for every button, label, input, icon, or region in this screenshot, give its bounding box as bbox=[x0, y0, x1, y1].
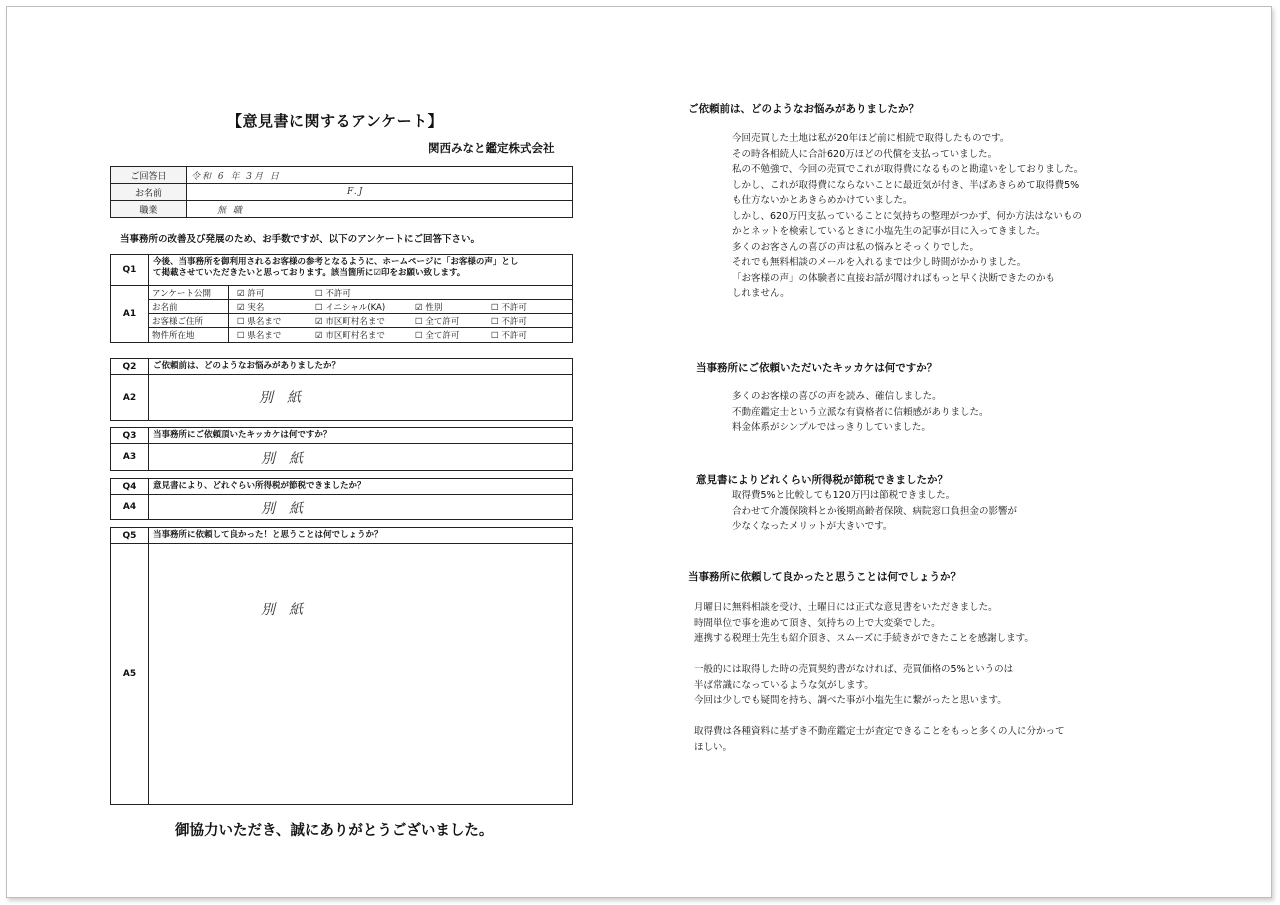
survey-title: 【意見書に関するアンケート】 bbox=[227, 112, 444, 130]
a1-options-grid bbox=[149, 286, 572, 342]
body-line: しかし、620万円支払っていることに気持ちの整理がつかず、何か方法はないもの bbox=[732, 210, 1082, 222]
q4-text: 意見書により、どれぐらい所得税が節税できましたか？ bbox=[153, 481, 366, 491]
q2-block bbox=[110, 358, 573, 421]
option-checkbox[interactable]: ☐ 不許可 bbox=[491, 316, 527, 327]
a1-row-name bbox=[149, 300, 572, 314]
body-line: それでも無料相談のメールを入れるまでは少し時間がかかりました。 bbox=[732, 257, 1027, 268]
option-checkbox[interactable]: ☐ イニシャル(KA) bbox=[315, 302, 386, 313]
section-heading-trigger: 当事務所にご依頼いただいたキッカケは何ですか？ bbox=[696, 362, 938, 374]
a1-category: 物件所在地 bbox=[149, 328, 229, 342]
a3-answer: 別紙 bbox=[261, 451, 317, 467]
body-line: も仕方ないかとあきらめかけていました。 bbox=[732, 195, 913, 206]
info-label: お名前 bbox=[111, 184, 187, 201]
body-line: 「お客様の声」の体験者に直接お話が聞ければもっと早く決断できたのかも bbox=[732, 272, 1056, 284]
info-row-date bbox=[111, 167, 573, 184]
body-line: 不動産鑑定士という立派な有資格者に信頼感がありました。 bbox=[732, 406, 989, 418]
body-line: ほしい。 bbox=[694, 741, 733, 753]
option-checkbox[interactable]: ☑ 性別 bbox=[415, 302, 443, 313]
q5-block bbox=[110, 527, 573, 805]
q4-block bbox=[110, 478, 573, 520]
body-line: 取得費5%と比較しても120万円は節税できました。 bbox=[732, 490, 956, 501]
q3-text: 当事務所にご依頼頂いたキッカケは何ですか？ bbox=[153, 430, 332, 440]
section-body-trigger bbox=[732, 389, 989, 436]
a5-label: A5 bbox=[111, 544, 149, 804]
option-checkbox[interactable]: ☐ 不許可 bbox=[491, 331, 527, 341]
q1-text-line1: 今後、当事務所を御利用されるお客様の参考となるように、ホームページに「お客様の声」とし bbox=[153, 257, 519, 267]
body-line: 多くのお客様の喜びの声を読み、確信しました。 bbox=[732, 391, 942, 402]
section-body-concerns bbox=[732, 131, 1083, 302]
q5-text: 当事務所に依頼して良かった！と思うことは何でしょうか？ bbox=[153, 530, 383, 540]
q2-text: ご依頼前は、どのようなお悩みがありましたか？ bbox=[153, 361, 341, 371]
body-line: 連携する税理士先生も紹介頂き、スムーズに手続きができたことを感謝します。 bbox=[694, 633, 1034, 644]
q4-label: Q4 bbox=[111, 479, 149, 494]
a2-answer-area bbox=[149, 375, 572, 420]
info-label: 職業 bbox=[111, 201, 187, 218]
option-checkbox[interactable]: ☑ 市区町村名まで bbox=[315, 316, 385, 327]
q3-block bbox=[110, 427, 573, 471]
company-name: 関西みなと鑑定株式会社 bbox=[428, 141, 555, 155]
a1-row-customer-address bbox=[149, 314, 572, 328]
a2-label: A2 bbox=[111, 375, 149, 420]
body-line: 合わせて介護保険料とか後期高齢者保険、病院窓口負担金の影響が bbox=[732, 505, 1018, 517]
a5-answer-area bbox=[149, 544, 572, 804]
a3-row bbox=[111, 444, 572, 470]
q4-row bbox=[111, 479, 572, 495]
body-line: 今回売買した土地は私が20年ほど前に相続で取得したものです。 bbox=[732, 133, 1010, 144]
a3-answer-area bbox=[149, 444, 572, 470]
respondent-info-table bbox=[110, 166, 573, 218]
a1-row-publish bbox=[149, 286, 572, 300]
a1-category: アンケート公開 bbox=[149, 286, 229, 299]
body-line: 私の不勉強で、今回の売買でこれが取得費になるものと勘違いをしておりました。 bbox=[732, 164, 1084, 175]
body-line: 取得費は各種資料に基ずき不動産鑑定士が査定できることをもっと多くの人に分かって bbox=[694, 726, 1065, 737]
a1-label: A1 bbox=[111, 286, 149, 342]
info-row-name bbox=[111, 184, 573, 201]
a4-row bbox=[111, 495, 572, 519]
option-checkbox[interactable]: ☑ 市区町村名まで bbox=[315, 331, 385, 341]
option-checkbox[interactable]: ☐ 全て許可 bbox=[415, 316, 460, 327]
a4-answer-area bbox=[149, 495, 572, 519]
body-line: 半ば常識になっているような気がします。 bbox=[694, 679, 874, 691]
q2-label: Q2 bbox=[111, 359, 149, 374]
section-heading-tax-savings: 意見書によりどれくらい所得税が節税できましたか？ bbox=[696, 474, 948, 486]
body-line: その時各相続人に合計620万ほどの代償を支払っていました。 bbox=[732, 148, 998, 160]
option-checkbox[interactable]: ☑ 実名 bbox=[237, 302, 265, 313]
option-checkbox[interactable]: ☐ 不許可 bbox=[315, 288, 351, 299]
q2-row bbox=[111, 359, 572, 375]
option-checkbox[interactable]: ☐ 県名まで bbox=[237, 316, 282, 327]
body-line: 少なくなったメリットが大きいです。 bbox=[732, 521, 893, 532]
section-heading-satisfaction: 当事務所に依頼して良かったと思うことは何でしょうか？ bbox=[688, 571, 961, 583]
option-checkbox[interactable]: ☐ 不許可 bbox=[491, 302, 527, 313]
closing-message: 御協力いただき、誠にありがとうございました。 bbox=[175, 823, 494, 839]
body-line: 一般的には取得した時の売買契約書がなければ、売買価格の5%というのは bbox=[694, 664, 1014, 675]
a1-category: お客様ご住所 bbox=[149, 314, 229, 327]
body-line: 時間単位で事を進めて頂き、気持ちの上で大変楽でした。 bbox=[694, 617, 941, 629]
body-line: 月曜日に無料相談を受け、土曜日には正式な意見書をいただきました。 bbox=[694, 602, 998, 613]
body-line: しれません。 bbox=[732, 288, 790, 299]
q1-text-line2: て掲載させていただきたいと思っております。該当箇所に☑印をお願い致します。 bbox=[153, 268, 466, 279]
info-value-name: F.J bbox=[187, 184, 573, 201]
body-line bbox=[694, 647, 1065, 663]
a2-row bbox=[111, 375, 572, 420]
a1-category: お名前 bbox=[149, 300, 229, 313]
a3-label: A3 bbox=[111, 444, 149, 470]
a4-label: A4 bbox=[111, 495, 149, 519]
section-heading-concerns: ご依頼前は、どのようなお悩みがありましたか？ bbox=[688, 103, 919, 115]
body-line: 多くのお客さんの喜びの声は私の悩みとそっくりでした。 bbox=[732, 241, 980, 253]
q1-block bbox=[110, 254, 573, 343]
section-body-satisfaction bbox=[694, 600, 1065, 755]
a1-row bbox=[111, 286, 572, 342]
info-label: ご回答日 bbox=[111, 167, 187, 184]
section-body-tax-savings bbox=[732, 488, 1017, 535]
q1-label: Q1 bbox=[111, 255, 149, 285]
body-line: しかし、これが取得費にならないことに最近気が付き、半ばあきらめて取得費5% bbox=[732, 179, 1080, 191]
q5-label: Q5 bbox=[111, 528, 149, 543]
body-line bbox=[694, 709, 1065, 725]
info-row-occupation bbox=[111, 201, 573, 218]
a5-row bbox=[111, 544, 572, 804]
survey-intro: 当事務所の改善及び発展のため、お手数ですが、以下のアンケートにご回答下さい。 bbox=[120, 234, 481, 245]
q1-text bbox=[149, 255, 572, 285]
a4-answer: 別紙 bbox=[261, 501, 317, 517]
q3-row bbox=[111, 428, 572, 444]
body-line: 今回は少しでも疑問を持ち、調べた事が小塩先生に繋がったと思います。 bbox=[694, 695, 1007, 706]
option-checkbox[interactable]: ☐ 全て許可 bbox=[415, 331, 460, 341]
a2-answer: 別紙 bbox=[259, 390, 315, 406]
q5-row bbox=[111, 528, 572, 544]
body-line: 料金体系がシンプルではっきりしていました。 bbox=[732, 422, 931, 433]
a5-answer: 別紙 bbox=[261, 602, 317, 618]
q3-label: Q3 bbox=[111, 428, 149, 443]
info-value-occupation: 無 職 bbox=[187, 201, 573, 218]
option-checkbox[interactable]: ☐ 県名まで bbox=[237, 331, 282, 341]
a1-row-property-location bbox=[149, 328, 572, 342]
info-value-date: 令和 6 年 3月 日 bbox=[187, 167, 573, 184]
option-checkbox[interactable]: ☑ 許可 bbox=[237, 288, 265, 299]
body-line: かとネットを検索しているときに小塩先生の記事が目に入ってきました。 bbox=[732, 226, 1046, 237]
q1-row bbox=[111, 255, 572, 286]
